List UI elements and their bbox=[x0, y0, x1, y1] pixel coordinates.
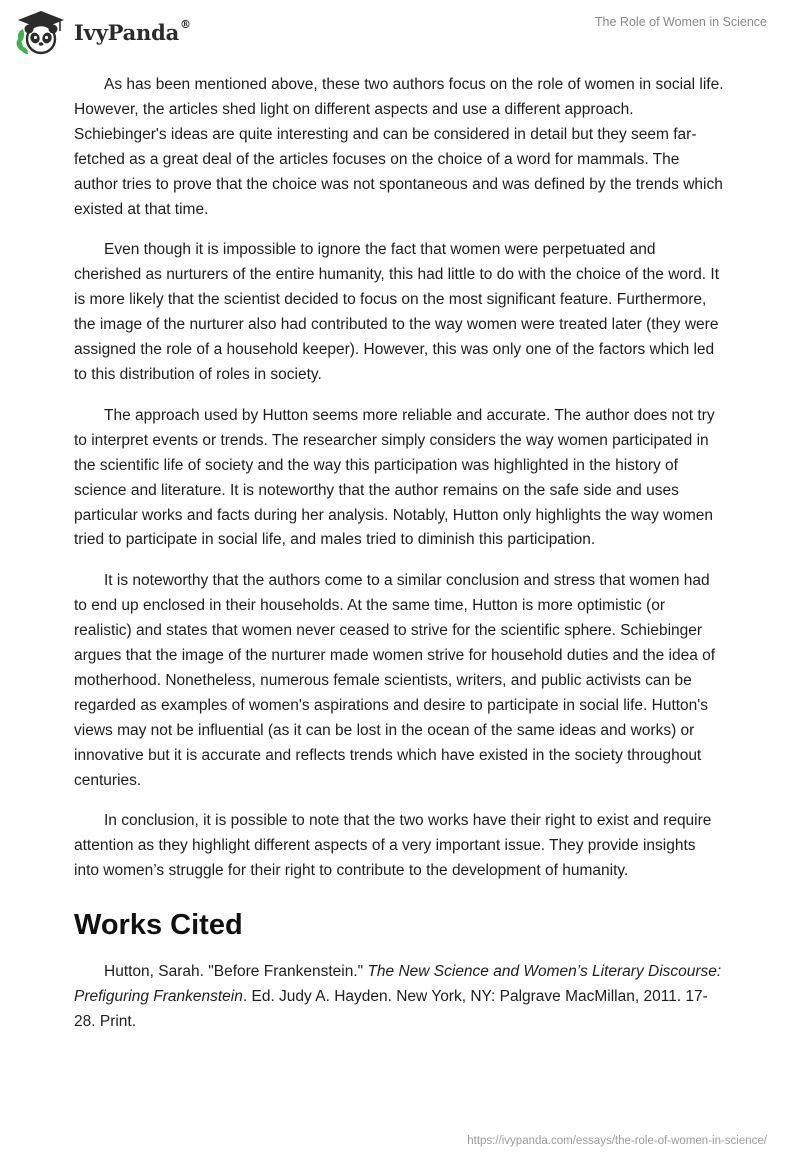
body-paragraph: The approach used by Hutton seems more reliable and accurate. The author does not try to interpret events or trends. The researcher simply considers the way women participated in the scientific life of society and the way this participation was highlighted in the history of science and literature. It is noteworthy that the author remains on the safe side and uses particular works and facts during her analysis. Notably, Hutton only highlights the way women tried to participate in social life, and males tried to diminish this participation. bbox=[74, 406, 715, 549]
essay-content bbox=[74, 73, 724, 1051]
citation-rest: . Ed. Judy A. Hayden. New York, NY: Palgrave MacMillan, 2011. 17-28. Print. bbox=[74, 988, 708, 1030]
brand-name: IvyPanda® bbox=[74, 17, 191, 45]
body-paragraph: As has been mentioned above, these two authors focus on the role of women in social life. However, the articles shed light on different aspects and use a different approach. Schiebinger's ideas are quite interesting and can be considered in detail but they seem far-fetched as a great deal of the articles focuses on the choice of a word for mammals. The author tries to prove that the choice was not spontaneous and was defined by the trends which existed at that time. bbox=[74, 76, 724, 218]
citation-title: The New Science and Women’s Literary Discourse: Prefiguring Frankenstein bbox=[74, 963, 722, 1006]
document-title: The Role of Women in Science bbox=[594, 15, 767, 29]
body-paragraph: Even though it is impossible to ignore the fact that women were perpetuated and cherished as nurturers of the entire humanity, this had little to do with the choice of the word. It is more likely that the scientist decided to focus on the most significant feature. Furthermore, the image of the nurturer also had contributed to the way women were treated later (they were assigned the role of a household keeper). However, this was only one of the factors which led to this distribution of roles in society. bbox=[74, 241, 720, 383]
source-url[interactable]: https://ivypanda.com/essays/the-role-of-women-in-science/ bbox=[467, 1135, 767, 1147]
page-header bbox=[0, 0, 800, 60]
registered-mark: ® bbox=[180, 17, 191, 31]
citation-entry bbox=[74, 960, 724, 1035]
panda-graduate-icon bbox=[14, 9, 68, 55]
works-cited-heading: Works Cited bbox=[74, 909, 243, 942]
body-paragraph: In conclusion, it is possible to note that the two works have their right to exist and require attention as they highlight different aspects of a very important issue. They provide insights into women’s struggle for their right to contribute to the development of humanity. bbox=[74, 812, 712, 880]
ivypanda-logo[interactable] bbox=[14, 9, 191, 55]
citation-lead: Hutton, Sarah. "Before Frankenstein." bbox=[104, 963, 368, 981]
body-paragraph: It is noteworthy that the authors come to a similar conclusion and stress that women had to end up enclosed in their households. At the same time, Hutton is more optimistic (or realistic) and states that women never ceased to strive for the scientific sphere. Schiebinger argues that the image of the nurturer made women strive for household duties and the idea of motherhood. Nonetheless, numerous female scientists, writers, and public activists can be regarded as examples of women's aspirations and desire to participate in social life. Hutton's views may not be influential (as it can be lost in the ocean of the same ideas and works) or innovative but it is accurate and reflects trends which have existed in the society throughout centuries. bbox=[74, 572, 716, 789]
